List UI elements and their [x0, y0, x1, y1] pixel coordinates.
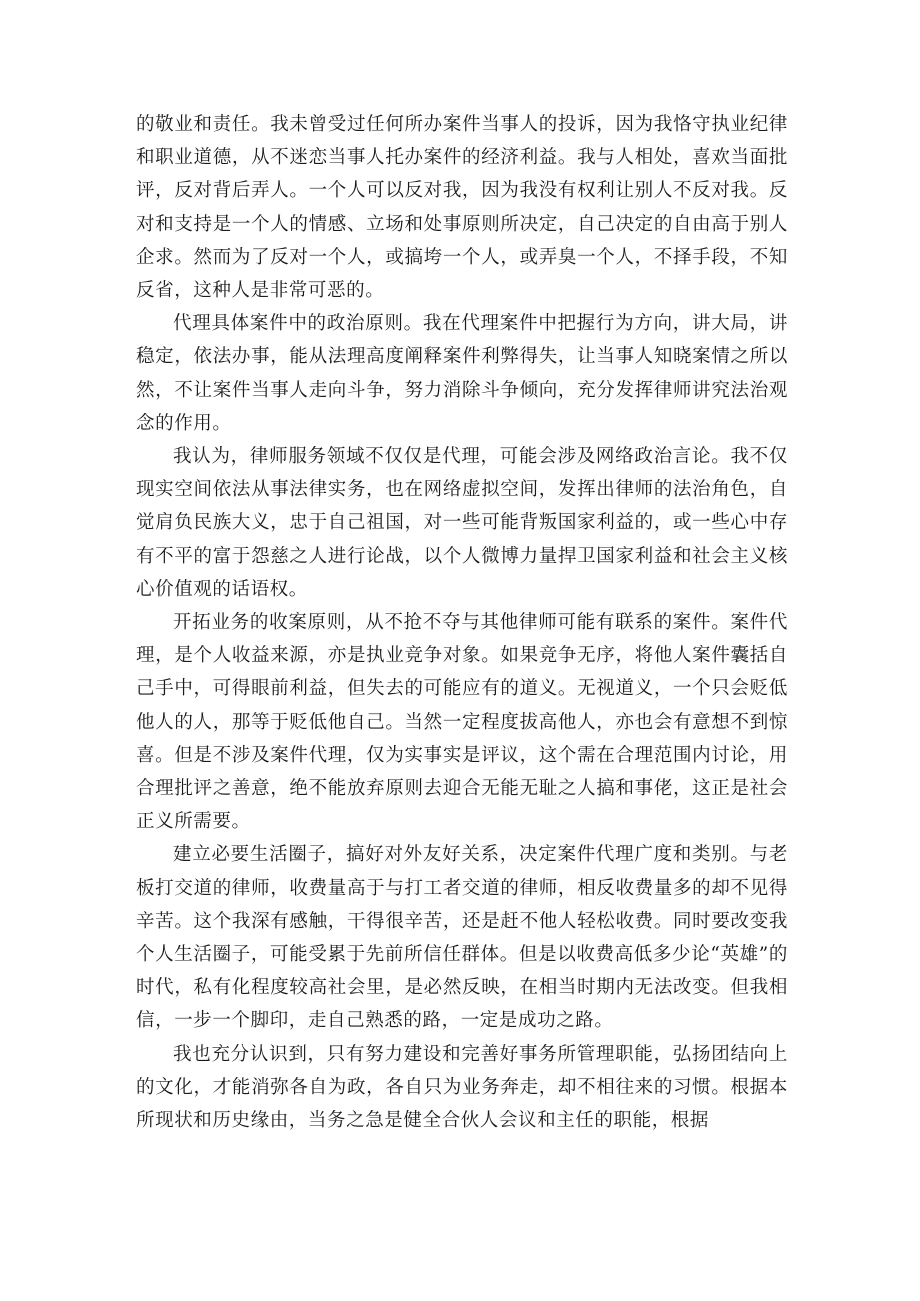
- paragraph-case-acceptance: 开拓业务的收案原则，从不抢不夺与其他律师可能有联系的案件。案件代理，是个人收益来源，亦是执业竞争对象。如果竞争无序，将他人案件囊括自己手中，可得眼前利益，但失去的可能应有的道义。无视道义，一个只会贬低他人的人，那等于贬低他自己。当然一定程度拔高他人，亦也会有意想不到惊喜。但是不涉及案件代理，仅为实事实是评议，这个需在合理范围内讨论，用合理批评之善意，绝不能放弃原则去迎合无能无耻之人搞和事佬，这正是社会正义所需要。: [136, 612, 788, 833]
- document-body: [136, 108, 788, 1137]
- paragraph-firm-management: 我也充分认识到，只有努力建设和完善好事务所管理职能，弘扬团结向上的文化，才能消弥各自为政，各自只为业务奔走，却不相往来的习惯。根据本所现状和历史缘由，当务之急是健全合伙人会议和主任的职能，根据: [136, 1043, 788, 1132]
- paragraph-continuation: 的敬业和责任。我未曾受过任何所办案件当事人的投诉，因为我恪守执业纪律和职业道德，从不迷恋当事人托办案件的经济利益。我与人相处，喜欢当面批评，反对背后弄人。一个人可以反对我，因为我没有权利让别人不反对我。反对和支持是一个人的情感、立场和处事原则所决定，自己决定的自由高于别人企求。然而为了反对一个人，或搞垮一个人，或弄臭一个人，不择手段，不知反省，这种人是非常可恶的。: [136, 114, 788, 302]
- paragraph-political-principle: 代理具体案件中的政治原则。我在代理案件中把握行为方向，讲大局，讲稳定，依法办事，能从法理高度阐释案件利弊得失，让当事人知晓案情之所以然，不让案件当事人走向斗争，努力消除斗争倾向，充分发挥律师讲究法治观念的作用。: [136, 313, 788, 434]
- paragraph-social-circle: 建立必要生活圈子，搞好对外友好关系，决定案件代理广度和类别。与老板打交道的律师，收费量高于与打工者交道的律师，相反收费量多的却不见得辛苦。这个我深有感触，干得很辛苦，还是赶不他人轻松收费。同时要改变我个人生活圈子，可能受累于先前所信任群体。但是以收费高低多少论“英雄”的时代，私有化程度较高社会里，是必然反映，在相当时期内无法改变。但我相信，一步一个脚印，走自己熟悉的路，一定是成功之路。: [136, 844, 788, 1032]
- paragraph-online-speech: 我认为，律师服务领域不仅仅是代理，可能会涉及网络政治言论。我不仅现实空间依法从事法律实务，也在网络虚拟空间，发挥出律师的法治角色，自觉肩负民族大义，忠于自己祖国，对一些可能背叛国家利益的，或一些心中存有不平的富于怨慈之人进行论战，以个人微博力量捍卫国家利益和社会主义核心价值观的话语权。: [136, 446, 788, 600]
